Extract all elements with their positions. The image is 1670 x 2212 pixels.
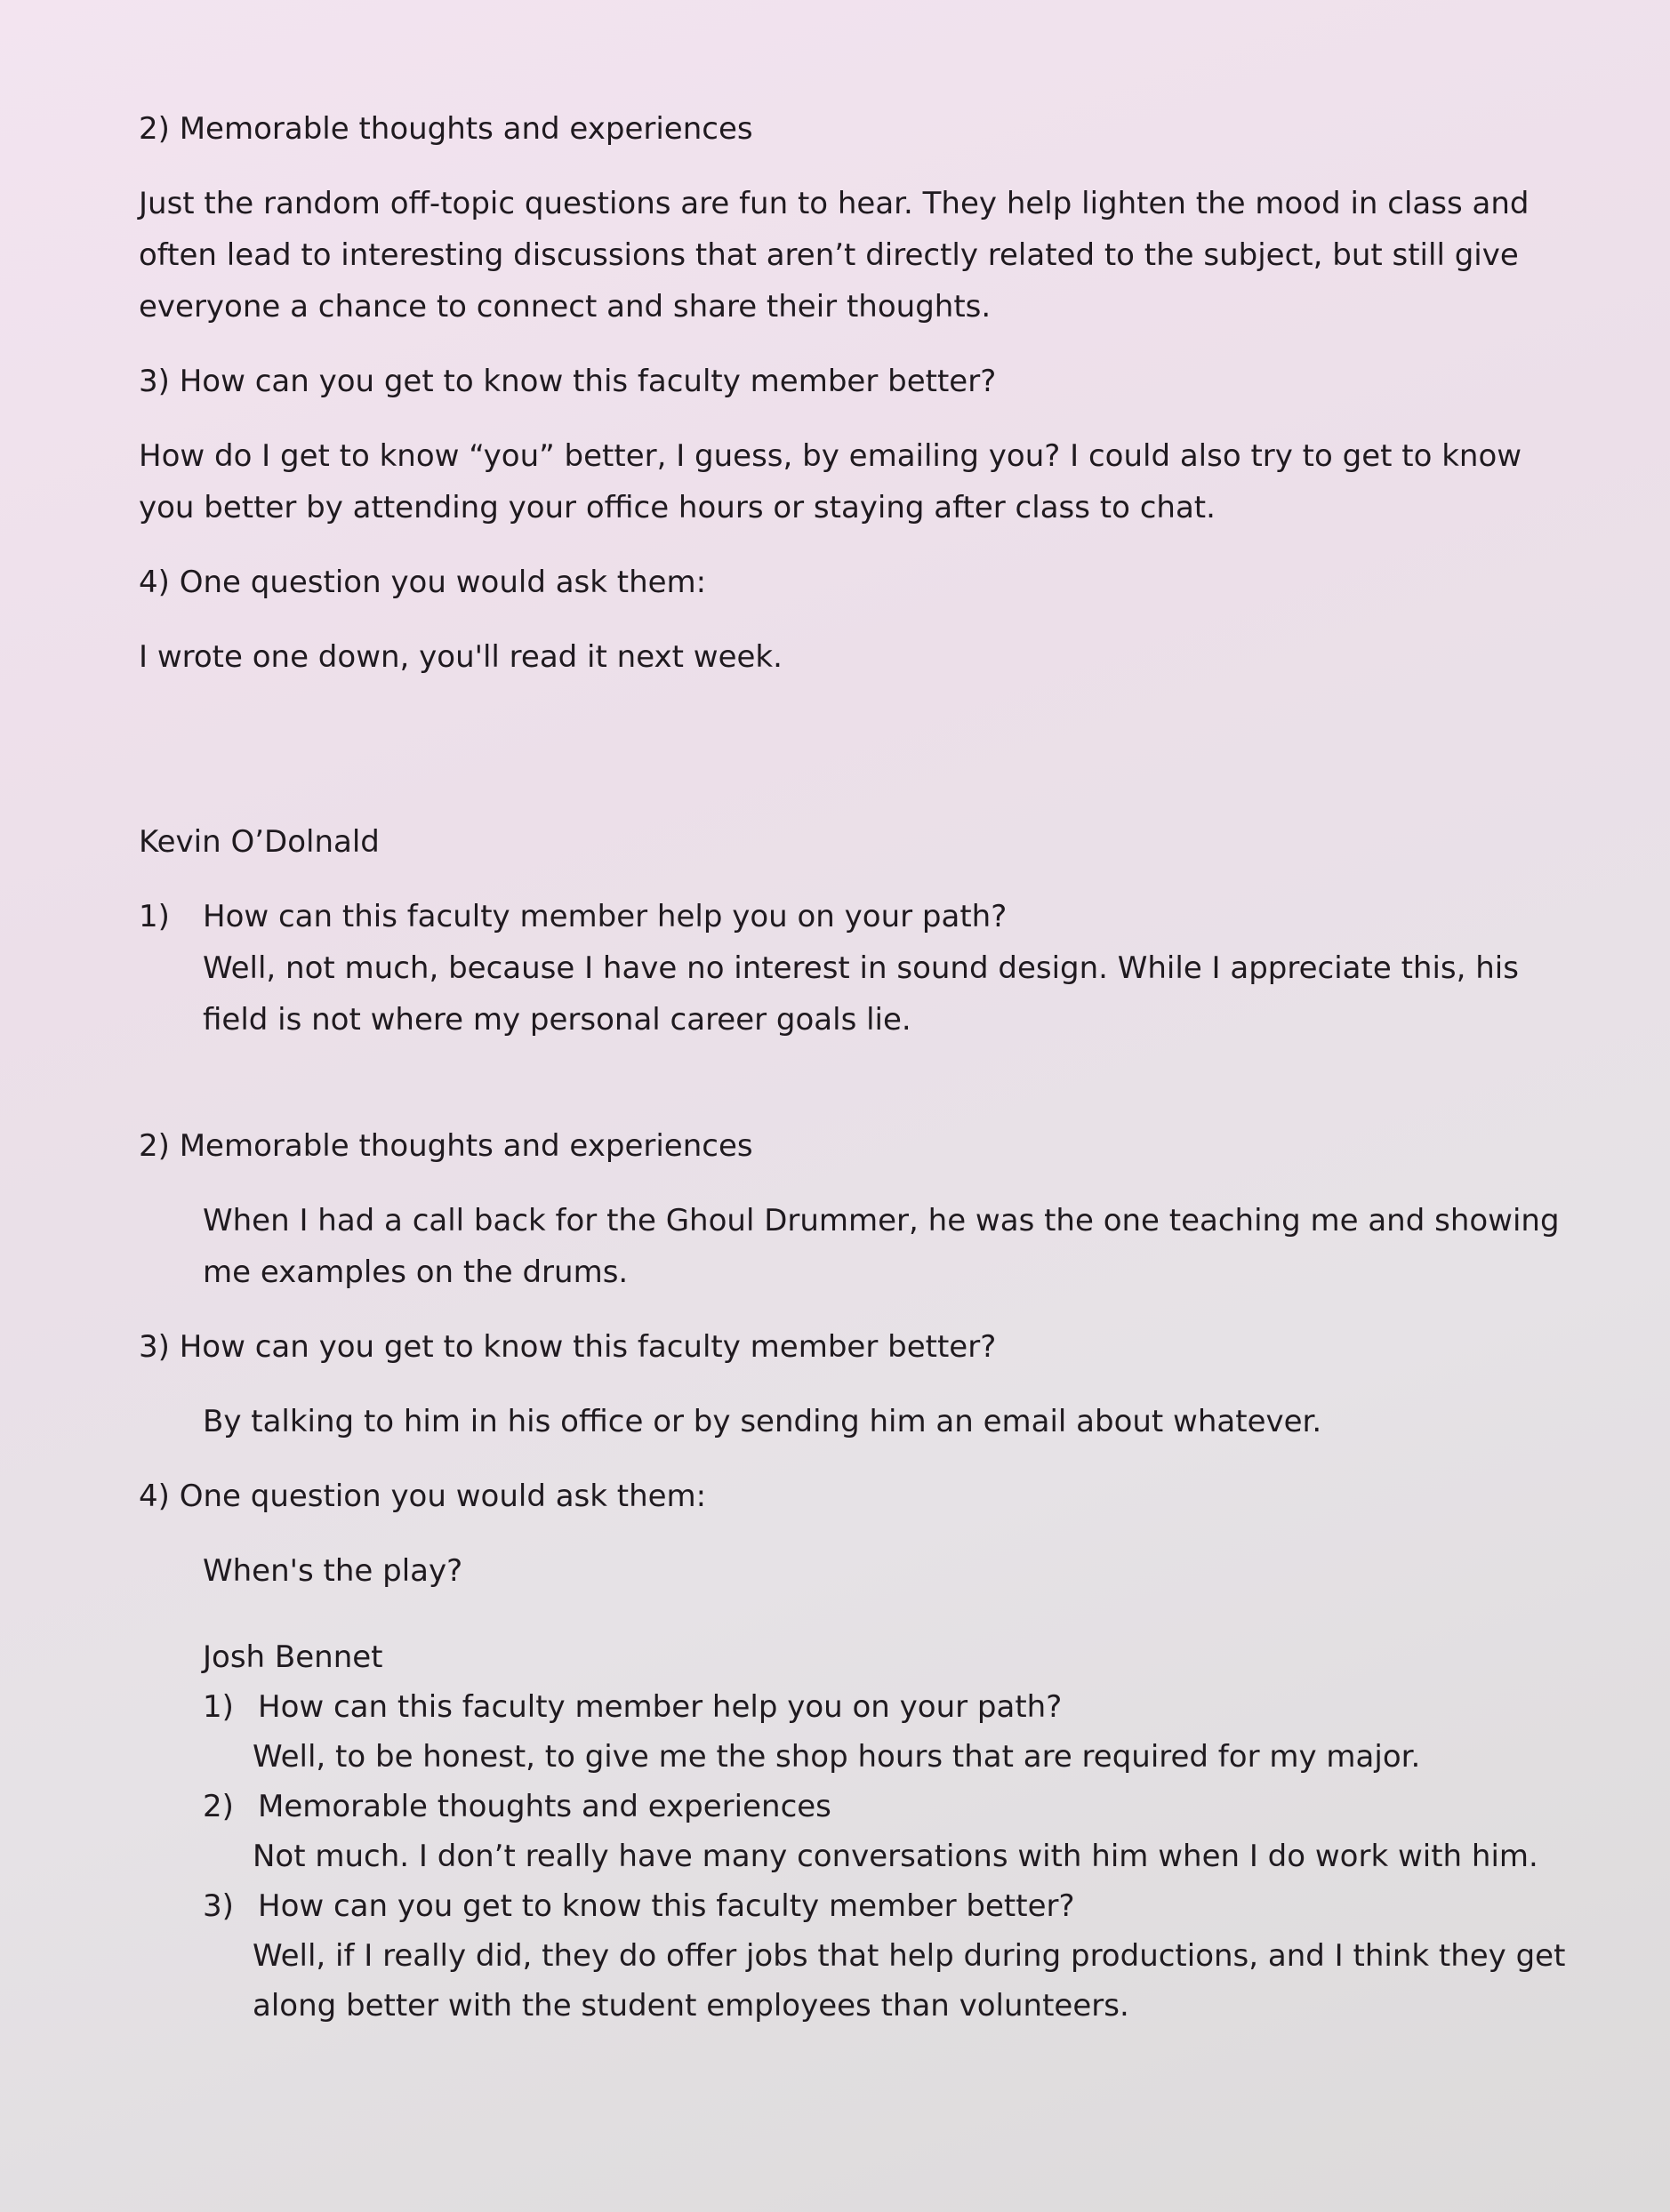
- section1-q2-answer: Just the random off-topic questions are fun to hear. They help lighten the mood in class and often lead to interesting discussions that aren’t directly related to the subject, but still give everyone a chance to connect and share their thoughts.: [139, 186, 1529, 325]
- section2-q1: [139, 891, 1572, 942]
- section3-item-heading: How can this faculty member help you on your path?: [258, 1689, 1063, 1725]
- section2-q3-answer: By talking to him in his office or by sending him an email about whatever.: [203, 1404, 1322, 1439]
- section3-item-number: 2): [203, 1789, 234, 1824]
- section2-q1-heading: How can this faculty member help you on your path?: [203, 899, 1008, 934]
- section2-q1-answer: Well, not much, because I have no interest in sound design. While I appreciate this, his field is not where my personal career goals lie.: [203, 950, 1519, 1038]
- section2-q3-heading: 3) How can you get to know this faculty member better?: [139, 1329, 997, 1365]
- section3-item-answer: Well, if I really did, they do offer jobs that help during productions, and I think they get along better with the student employees than volunteers.: [253, 1938, 1566, 2024]
- section1-q3-heading: 3) How can you get to know this faculty member better?: [139, 364, 997, 399]
- section3-item-1: [139, 1682, 1572, 1732]
- section2-q4-answer: When's the play?: [203, 1553, 463, 1589]
- section2-q2-answer: When I had a call back for the Ghoul Drummer, he was the one teaching me and showing me examples on the drums.: [203, 1203, 1560, 1290]
- section3-item-answer: Not much. I don’t really have many conversations with him when I do work with him.: [253, 1839, 1538, 1874]
- section1-q2-heading: 2) Memorable thoughts and experiences: [139, 111, 753, 147]
- section3-item-number: 3): [203, 1888, 234, 1924]
- section3-item-answer: Well, to be honest, to give me the shop hours that are required for my major.: [253, 1739, 1421, 1775]
- section3-item-heading: How can you get to know this faculty member better?: [258, 1888, 1075, 1924]
- section2-q1-number: 1): [139, 899, 170, 934]
- section2-q4-heading: 4) One question you would ask them:: [139, 1479, 707, 1514]
- section3-item-heading: Memorable thoughts and experiences: [258, 1789, 831, 1824]
- section3-item-2: [139, 1782, 1572, 1831]
- section1-q3-answer: How do I get to know “you” better, I guess, by emailing you? I could also try to get to know you better by attending your office hours or staying after class to chat.: [139, 438, 1522, 525]
- section2-name: Kevin O’Dolnald: [139, 824, 380, 860]
- section3-item-number: 1): [203, 1689, 234, 1725]
- section1-q4-heading: 4) One question you would ask them:: [139, 565, 707, 600]
- section1-q4-answer: I wrote one down, you'll read it next week.: [139, 639, 783, 675]
- section3-item-3: [139, 1881, 1572, 1931]
- section2-q2-heading: 2) Memorable thoughts and experiences: [139, 1128, 753, 1164]
- section3-name: Josh Bennet: [203, 1639, 383, 1675]
